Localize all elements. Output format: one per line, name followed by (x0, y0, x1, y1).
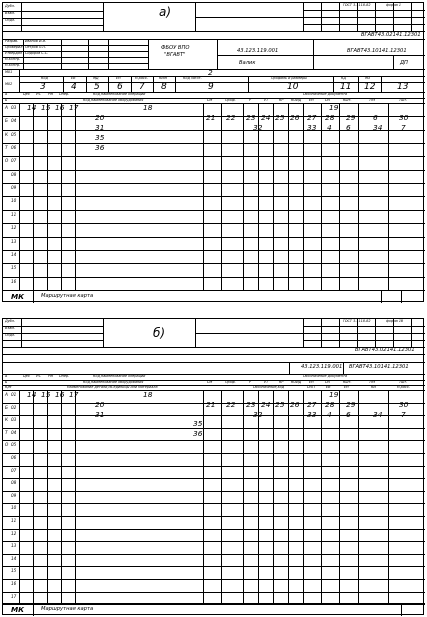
column-divider (61, 390, 62, 603)
column-divider (47, 390, 48, 603)
role-label: Разраб. (5, 39, 19, 43)
podl-label: Подл. (5, 333, 16, 337)
cell-value: 30 (399, 400, 409, 409)
column-divider (358, 390, 359, 603)
org-name: ФБОУ ВПО (161, 45, 190, 51)
cell-value: 4 (327, 410, 332, 419)
cell-value: 33 (307, 410, 317, 419)
cell-value: 22 (226, 113, 236, 122)
row-divider (3, 170, 425, 171)
column-divider (19, 103, 20, 290)
cell-value: 17 (69, 103, 79, 112)
col-koid: КОИД (291, 98, 302, 102)
cell-value: 7 (401, 123, 406, 132)
row-divider (3, 453, 425, 454)
dp-label: ДП (400, 60, 408, 66)
route-card-form-a (2, 2, 424, 302)
dubl-label: Дубл. (5, 319, 15, 323)
row-number: 10 (11, 198, 17, 204)
row-prefix: К (5, 417, 8, 423)
cell-value: 34 (373, 410, 383, 419)
row-number: 15 (11, 568, 17, 574)
vzam-label: Взам. (5, 11, 15, 15)
cell-value: 18 (143, 103, 153, 112)
cell-value: 27 (307, 113, 317, 122)
row-number: 01 (11, 392, 17, 397)
row-prefix: А (5, 392, 8, 397)
col-document: Обозначение документа (303, 374, 347, 378)
header-mz: МЗ (365, 76, 371, 80)
column-divider (75, 103, 76, 290)
row-divider (3, 503, 425, 504)
col-tsht: Тшт. (399, 98, 408, 102)
doc-code: ВГАВТ43.02141.12301 (361, 32, 421, 38)
column-divider (303, 390, 304, 603)
cell-value: 19 (329, 103, 339, 112)
row-number: 03 (11, 105, 17, 110)
route-card-form-b (2, 318, 424, 615)
row-prefix: О (5, 158, 9, 164)
dubl-label: Дубл. (5, 4, 15, 8)
col-rm: РМ (48, 92, 53, 96)
cell-value: 15 (41, 103, 51, 112)
row-number: 12 (11, 530, 17, 536)
row-divider (3, 604, 425, 605)
cell-value: 31 (95, 410, 105, 419)
row-divider (3, 290, 425, 291)
col-prof: Проф. (225, 380, 236, 384)
field-number: 4 (71, 82, 77, 92)
col-tsht: Тшт. (399, 380, 408, 384)
role-label: Утвердил (5, 51, 22, 55)
column-divider (75, 390, 76, 603)
col-document: Обозначение документа (303, 92, 347, 96)
col-uch: Уч. (36, 92, 42, 96)
col-r: Р (249, 98, 252, 102)
header-kim: КИМ (159, 76, 167, 80)
gost-label: ГОСТ 3.1118-82 (343, 3, 371, 7)
row-divider (3, 491, 425, 492)
role-name: Иванов И.И. (25, 39, 47, 43)
row-divider (3, 210, 425, 211)
col-rm: РМ (48, 374, 53, 378)
cell-value: 4 (327, 123, 332, 132)
col-tseh: Цех (23, 374, 30, 378)
code2: ВГАВТ43.10141.12301 (347, 48, 407, 54)
column-divider (303, 103, 304, 290)
row-divider (3, 428, 425, 429)
row-number: 07 (11, 467, 17, 473)
cell-value: 14 (27, 390, 37, 399)
role-name: Сидоров С.С. (25, 51, 49, 55)
column-divider (388, 390, 389, 603)
row-prefix: К (5, 131, 8, 137)
row-divider (3, 554, 425, 555)
column-divider (61, 103, 62, 290)
cell-value: 25 (275, 400, 285, 409)
cell-value: 19 (329, 390, 339, 399)
col-operation: Код,наименование операции (93, 374, 146, 378)
cell-value: 32 (253, 123, 263, 132)
cell-value: 15 (41, 390, 51, 399)
row-prefix: Т (5, 429, 8, 435)
row-divider (3, 223, 425, 224)
col-ev: ЕВ (326, 385, 331, 389)
col-sm: СМ (207, 380, 213, 384)
col-ut: УТ (264, 380, 269, 384)
column-divider (258, 103, 259, 290)
column-divider (221, 390, 222, 603)
cell-value: 35 (193, 419, 203, 428)
header-kod: Код (41, 76, 48, 80)
row-divider (3, 263, 425, 264)
row-number: 16 (11, 278, 17, 284)
col-en: ЕН (309, 98, 314, 102)
col-uch: Уч. (36, 374, 42, 378)
col-prof: Проф. (225, 98, 236, 102)
cell-value: 23 (246, 400, 256, 409)
row-number: 11 (11, 211, 17, 217)
prefix-b: Б (5, 98, 8, 102)
column-divider (203, 390, 204, 603)
row-divider (3, 466, 425, 467)
col-operation: Код,наименование операции (93, 92, 146, 96)
field-number: 7 (139, 82, 145, 92)
row-divider (3, 566, 425, 567)
row-number: 07 (11, 158, 17, 164)
vzam-label: Взам. (5, 326, 15, 330)
row-number: 14 (11, 555, 17, 561)
row-number: 02 (11, 404, 17, 410)
cell-value: 25 (275, 113, 285, 122)
m02-label: М02 (5, 82, 13, 86)
row-number: 06 (11, 455, 17, 460)
header-kd: КД (341, 76, 347, 80)
row-divider (3, 156, 425, 157)
row-number: 04 (11, 429, 17, 435)
row-divider (3, 183, 425, 184)
col-oper: Опер. (59, 92, 70, 96)
cell-value: 7 (401, 410, 406, 419)
column-divider (19, 390, 20, 603)
row-number: 15 (11, 265, 17, 271)
cell-value: 24 (261, 113, 271, 122)
row-number: 03 (11, 417, 17, 423)
header-nrash: Н.расх. (135, 76, 148, 80)
col-detail-name: Наименование детали,сб.единицы или материала (67, 385, 158, 389)
row-number: 13 (11, 543, 17, 549)
row-divider (3, 403, 425, 404)
col-r: Р (249, 380, 252, 384)
column-divider (273, 103, 274, 290)
row-number: 17 (11, 593, 17, 599)
row-divider (3, 415, 425, 416)
prefix-km: К/М (5, 385, 12, 389)
col-op: ОП (325, 98, 331, 102)
row-number: 08 (11, 480, 17, 486)
row-prefix: Б (5, 118, 8, 124)
cell-value: 17 (69, 390, 79, 399)
column-divider (321, 103, 322, 290)
code1: 43.123.119.001 (237, 48, 279, 54)
row-divider (3, 130, 425, 131)
row-divider (3, 196, 425, 197)
row-number: 04 (11, 118, 17, 124)
org-name-2: "ВГАВТ" (164, 52, 186, 58)
cell-value: 30 (399, 113, 409, 122)
cell-value: 28 (325, 113, 335, 122)
column-divider (33, 103, 34, 290)
cell-value: 6 (373, 113, 378, 122)
column-divider (47, 103, 48, 290)
variant-label: б) (153, 326, 166, 340)
col-kpsht: Кшт. (343, 380, 352, 384)
col-en2: ЕН (344, 385, 349, 389)
cell-value: 28 (325, 400, 335, 409)
row-prefix: Т (5, 145, 8, 151)
row-number: 08 (11, 171, 17, 177)
cell-value: 18 (143, 390, 153, 399)
col-oper: Опер. (59, 374, 70, 378)
header-kod-zagot: Код загот. (183, 76, 202, 80)
cell-value: 36 (193, 429, 203, 438)
col-kpsht: Кшт. (343, 98, 352, 102)
column-divider (33, 390, 34, 603)
row-number: 13 (11, 238, 17, 244)
cell-value: 29 (346, 113, 356, 122)
cell-value: 6 (346, 410, 351, 419)
col-nrash: Н.расх. (397, 385, 410, 389)
forma-label: форма 1б (386, 319, 404, 323)
footer-title: Маршрутная карта (41, 293, 94, 299)
header-ev: ЕВ (71, 76, 76, 80)
field-number: 5 (94, 82, 100, 92)
m01-label: М01 (5, 70, 13, 74)
col-designation: Обозначение,код (253, 385, 285, 389)
cell-value: 34 (373, 123, 383, 132)
column-divider (273, 390, 274, 603)
col-kr: КР (279, 98, 284, 102)
row-divider (3, 440, 425, 441)
col-ut: УТ (264, 98, 269, 102)
cell-value: 31 (95, 123, 105, 132)
prefix-a: А (5, 92, 8, 96)
footer-title: Маршрутная карта (41, 606, 94, 612)
forma-label: форма 1 (386, 3, 401, 7)
variant-label: а) (159, 5, 172, 19)
code2: ВГАВТ43.10141.12301 (349, 364, 409, 370)
row-number: 11 (11, 518, 17, 523)
cell-value: 21 (206, 113, 216, 122)
row-divider (3, 277, 425, 278)
cell-value: 6 (346, 123, 351, 132)
cell-value: 20 (95, 113, 105, 122)
row-divider (3, 237, 425, 238)
prefix-a: А (5, 374, 8, 378)
cell-value: 33 (307, 123, 317, 132)
col-en: ЕН (309, 380, 314, 384)
col-opp: ОПП (307, 385, 315, 389)
col-equipment: Код,наименование оборудования (83, 380, 144, 384)
n2-value: 2 (208, 68, 213, 77)
column-divider (221, 103, 222, 290)
footer-code: МК (11, 292, 25, 301)
row-number: 05 (11, 131, 17, 137)
col-ki: КИ (371, 385, 376, 389)
col-tpz: Тпз (369, 98, 376, 102)
cell-value: 24 (261, 400, 271, 409)
row-number: 05 (11, 442, 17, 448)
cell-value: 16 (55, 390, 65, 399)
col-sm: СМ (207, 98, 213, 102)
podl-label: Подл. (5, 18, 16, 22)
cell-value: 21 (206, 400, 216, 409)
field-number: 11 (340, 82, 352, 92)
column-divider (288, 390, 289, 603)
field-number: 10 (287, 82, 299, 92)
row-prefix: Б (5, 404, 8, 410)
row-prefix: О (5, 442, 9, 448)
row-divider (3, 516, 425, 517)
header-md: МД (93, 76, 99, 80)
role-name: Петров П.П. (25, 45, 47, 49)
column-divider (358, 103, 359, 290)
row-number: 14 (11, 251, 17, 257)
field-number: 6 (117, 82, 123, 92)
field-number: 3 (40, 82, 46, 92)
column-divider (339, 390, 340, 603)
cell-value: 23 (246, 113, 256, 122)
field-number: 8 (161, 82, 167, 92)
column-divider (243, 103, 244, 290)
row-number: 06 (11, 145, 17, 151)
header-profile: Профиль и размеры (271, 76, 307, 80)
row-divider (3, 592, 425, 593)
cell-value: 26 (290, 400, 300, 409)
field-number: 9 (208, 82, 214, 92)
col-tseh: Цех (23, 92, 30, 96)
cell-value: 16 (55, 103, 65, 112)
col-koid: КОИД (291, 380, 302, 384)
prefix-b: Б (5, 380, 8, 384)
cell-value: 26 (290, 113, 300, 122)
column-divider (258, 390, 259, 603)
gost-label: ГОСТ 3.1118-82 (343, 319, 371, 323)
cell-value: 22 (226, 400, 236, 409)
column-divider (321, 390, 322, 603)
column-divider (388, 103, 389, 290)
row-divider (3, 143, 425, 144)
col-tpz: Тпз (369, 380, 376, 384)
field-number: 13 (397, 82, 409, 92)
field-number: 12 (364, 82, 376, 92)
row-number: 10 (11, 505, 17, 511)
row-number: 16 (11, 581, 17, 586)
role-label: Н.контр. (5, 57, 21, 61)
role-label: Н.контр. (5, 63, 21, 67)
column-divider (339, 103, 340, 290)
row-number: 09 (11, 492, 17, 498)
row-divider (3, 579, 425, 580)
row-number: 12 (11, 225, 17, 231)
cell-value: 29 (346, 400, 356, 409)
cell-value: 32 (253, 410, 263, 419)
cell-value: 27 (307, 400, 317, 409)
footer-code: МК (11, 605, 25, 614)
cell-value: 14 (27, 103, 37, 112)
column-divider (243, 390, 244, 603)
cell-value: 20 (95, 400, 105, 409)
column-divider (203, 103, 204, 290)
col-kr: КР (279, 380, 284, 384)
row-divider (3, 478, 425, 479)
row-divider (3, 116, 425, 117)
header-en: ЕН (116, 76, 121, 80)
cell-value: 35 (95, 133, 105, 142)
code1: 43.123.119.001 (301, 364, 343, 370)
row-divider (3, 250, 425, 251)
col-op: ОП (325, 380, 331, 384)
col-equipment: Код,наименование оборудования (83, 98, 144, 102)
row-prefix: А (5, 105, 8, 110)
part-name: Валик (239, 60, 256, 66)
doc-code: ВГАВТ43.02141.12301 (355, 347, 415, 353)
role-label: Проверил (5, 45, 23, 49)
row-divider (3, 541, 425, 542)
column-divider (288, 103, 289, 290)
cell-value: 36 (95, 143, 105, 152)
row-number: 09 (11, 185, 17, 191)
row-divider (3, 529, 425, 530)
